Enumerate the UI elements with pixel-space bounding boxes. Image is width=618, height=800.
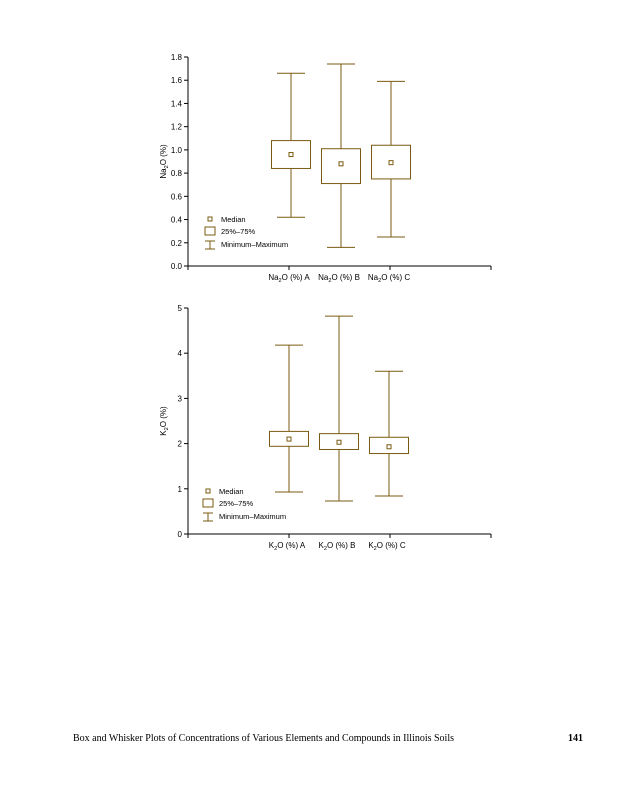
k2o-legend xyxy=(203,487,286,521)
k2o-y-tick-label: 4 xyxy=(177,349,182,359)
na2o-y-tick-label: 1.6 xyxy=(170,76,182,86)
k2o-y-tick-label: 0 xyxy=(177,530,182,539)
na2o-x-tick-label: $Na_2O$ (%) A xyxy=(268,273,310,284)
legend-iqr-label: 25%–75% xyxy=(219,499,254,508)
k2o-y-tick-label: 1 xyxy=(177,484,182,494)
k2o-y-tick-label: 2 xyxy=(177,439,182,449)
na2o-y-axis-label: $Na_2O$ (%) xyxy=(159,144,170,179)
na2o-y-tick-label: 1.8 xyxy=(170,53,182,62)
legend-median-label: Median xyxy=(219,487,244,496)
median-marker xyxy=(339,162,343,166)
k2o-y-axis-label: $K_2O$ (%) xyxy=(159,406,170,436)
legend-iqr-swatch xyxy=(203,499,213,507)
k2o-box-2 xyxy=(320,316,359,501)
k2o-box-3 xyxy=(370,371,409,496)
na2o-box-2 xyxy=(322,64,361,247)
legend-median-swatch xyxy=(206,489,210,493)
na2o-x-tick-label: $Na_2O$ (%) C xyxy=(367,273,411,284)
median-marker xyxy=(337,440,341,444)
k2o-y-tick-label: 5 xyxy=(177,304,182,313)
legend-median-label: Median xyxy=(221,215,246,224)
na2o-y-tick-label: 1.2 xyxy=(170,122,182,132)
page-number: 141 xyxy=(568,733,583,744)
footer-caption: Box and Whisker Plots of Concentrations of Various Elements and Compounds in Illinois Soils xyxy=(73,733,455,744)
page-footer xyxy=(73,733,583,744)
median-marker xyxy=(389,161,393,165)
na2o-box-1 xyxy=(272,73,311,217)
k2o-box-1 xyxy=(270,345,309,492)
na2o-y-tick-label: 0.6 xyxy=(170,192,182,202)
k2o-x-tick-label: $K_2O$ (%) C xyxy=(368,541,406,552)
legend-iqr-swatch xyxy=(205,227,215,235)
median-marker xyxy=(287,437,291,441)
median-marker xyxy=(387,445,391,449)
legend-minmax-label: Minimum–Maximum xyxy=(219,512,287,521)
na2o-y-tick-label: 0.8 xyxy=(170,169,182,179)
na2o-y-tick-label: 0.4 xyxy=(170,215,182,225)
k2o-x-tick-label: $K_2O$ (%) A xyxy=(268,541,306,552)
na2o-y-tick-label: 0.2 xyxy=(170,238,182,248)
legend-iqr-label: 25%–75% xyxy=(221,227,256,236)
legend-median-swatch xyxy=(208,217,212,221)
na2o-legend xyxy=(205,215,288,249)
na2o-y-tick-label: 0.0 xyxy=(170,262,182,271)
na2o-boxplot xyxy=(0,0,618,295)
k2o-x-tick-label: $K_2O$ (%) B xyxy=(318,541,356,552)
legend-minmax-label: Minimum–Maximum xyxy=(221,240,289,249)
median-marker xyxy=(289,153,293,157)
na2o-x-tick-label: $Na_2O$ (%) B xyxy=(318,273,360,284)
na2o-y-tick-label: 1.4 xyxy=(170,99,182,109)
na2o-box-3 xyxy=(372,81,411,237)
k2o-y-tick-label: 3 xyxy=(177,394,182,404)
na2o-y-tick-label: 1.0 xyxy=(170,145,182,155)
k2o-boxplot xyxy=(0,295,618,565)
